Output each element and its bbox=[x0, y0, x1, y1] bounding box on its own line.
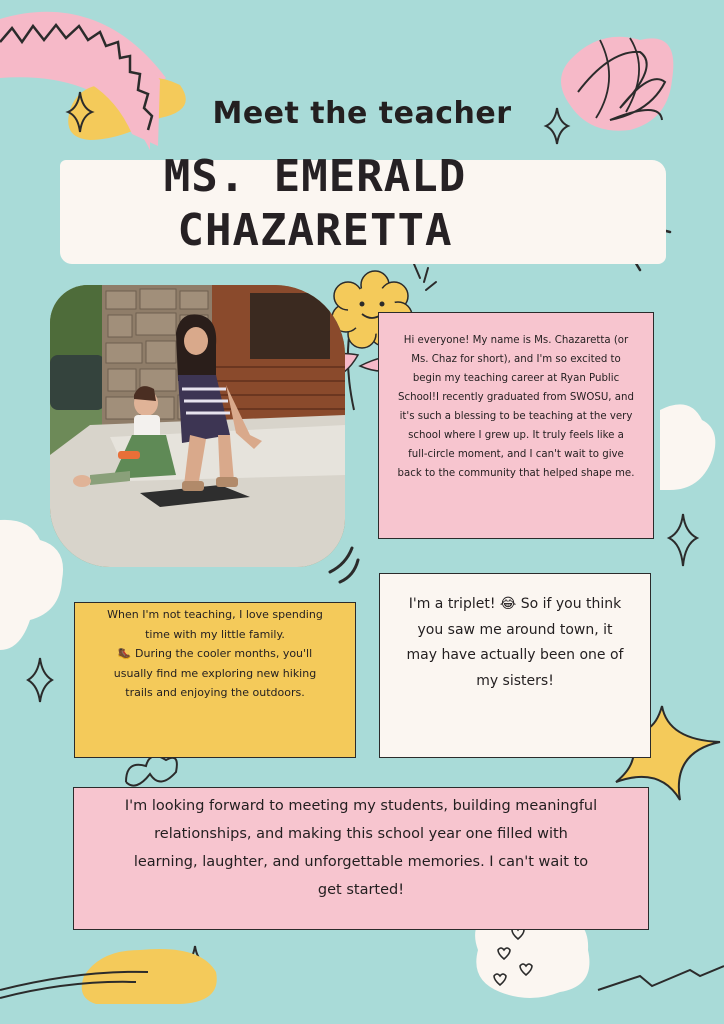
teacher-and-child-photo-icon bbox=[50, 285, 345, 567]
yellow-blob-decoration bbox=[82, 949, 217, 1004]
teacher-name bbox=[60, 150, 570, 258]
squiggle-decoration bbox=[126, 756, 177, 785]
intro-text-box bbox=[378, 312, 654, 539]
teacher-photo bbox=[50, 285, 345, 567]
hobbies-text-box bbox=[74, 602, 356, 758]
cream-cloud-decoration bbox=[660, 404, 715, 490]
fun-fact-text-box bbox=[379, 573, 651, 758]
curve-marks-decoration bbox=[330, 548, 358, 582]
zigzag-line-decoration bbox=[598, 966, 724, 990]
teacher-name-line-2: CHAZARETTA bbox=[177, 205, 453, 256]
hiking-paragraph: 🥾 During the cooler months, you'll usually find me exploring new hiking trails and enjoying the outdoors. bbox=[113, 647, 317, 699]
closing-paragraph: I'm looking forward to meeting my students, building meaningful relationships, and making this school year one filled with learning, laughter, and unforgettable memories. I can't wait to get started! bbox=[124, 798, 598, 898]
sparkle-icon bbox=[28, 658, 52, 702]
closing-text-box bbox=[73, 787, 649, 930]
intro-paragraph: Hi everyone! My name is Ms. Chazaretta (or Ms. Chaz for short), and I'm so excited to begin my teaching career at Ryan Public School!I recently graduated from SWOSU, and it's such a blessing to be teaching at the very school where I grew up. It truly feels like a full-circle moment, and I can't wait to give back to the community that helped shape me. bbox=[397, 335, 635, 479]
teacher-name-line-1: MS. EMERALD bbox=[163, 151, 467, 202]
sparkle-icon bbox=[669, 514, 697, 566]
page-heading: Meet the teacher bbox=[212, 96, 512, 131]
cream-cloud-decoration bbox=[0, 520, 63, 650]
triplet-paragraph: I'm a triplet! 😂 So if you think you saw me around town, it may have actually been one of my sisters! bbox=[406, 596, 624, 689]
family-paragraph: When I'm not teaching, I love spending time with my little family. bbox=[107, 608, 323, 641]
